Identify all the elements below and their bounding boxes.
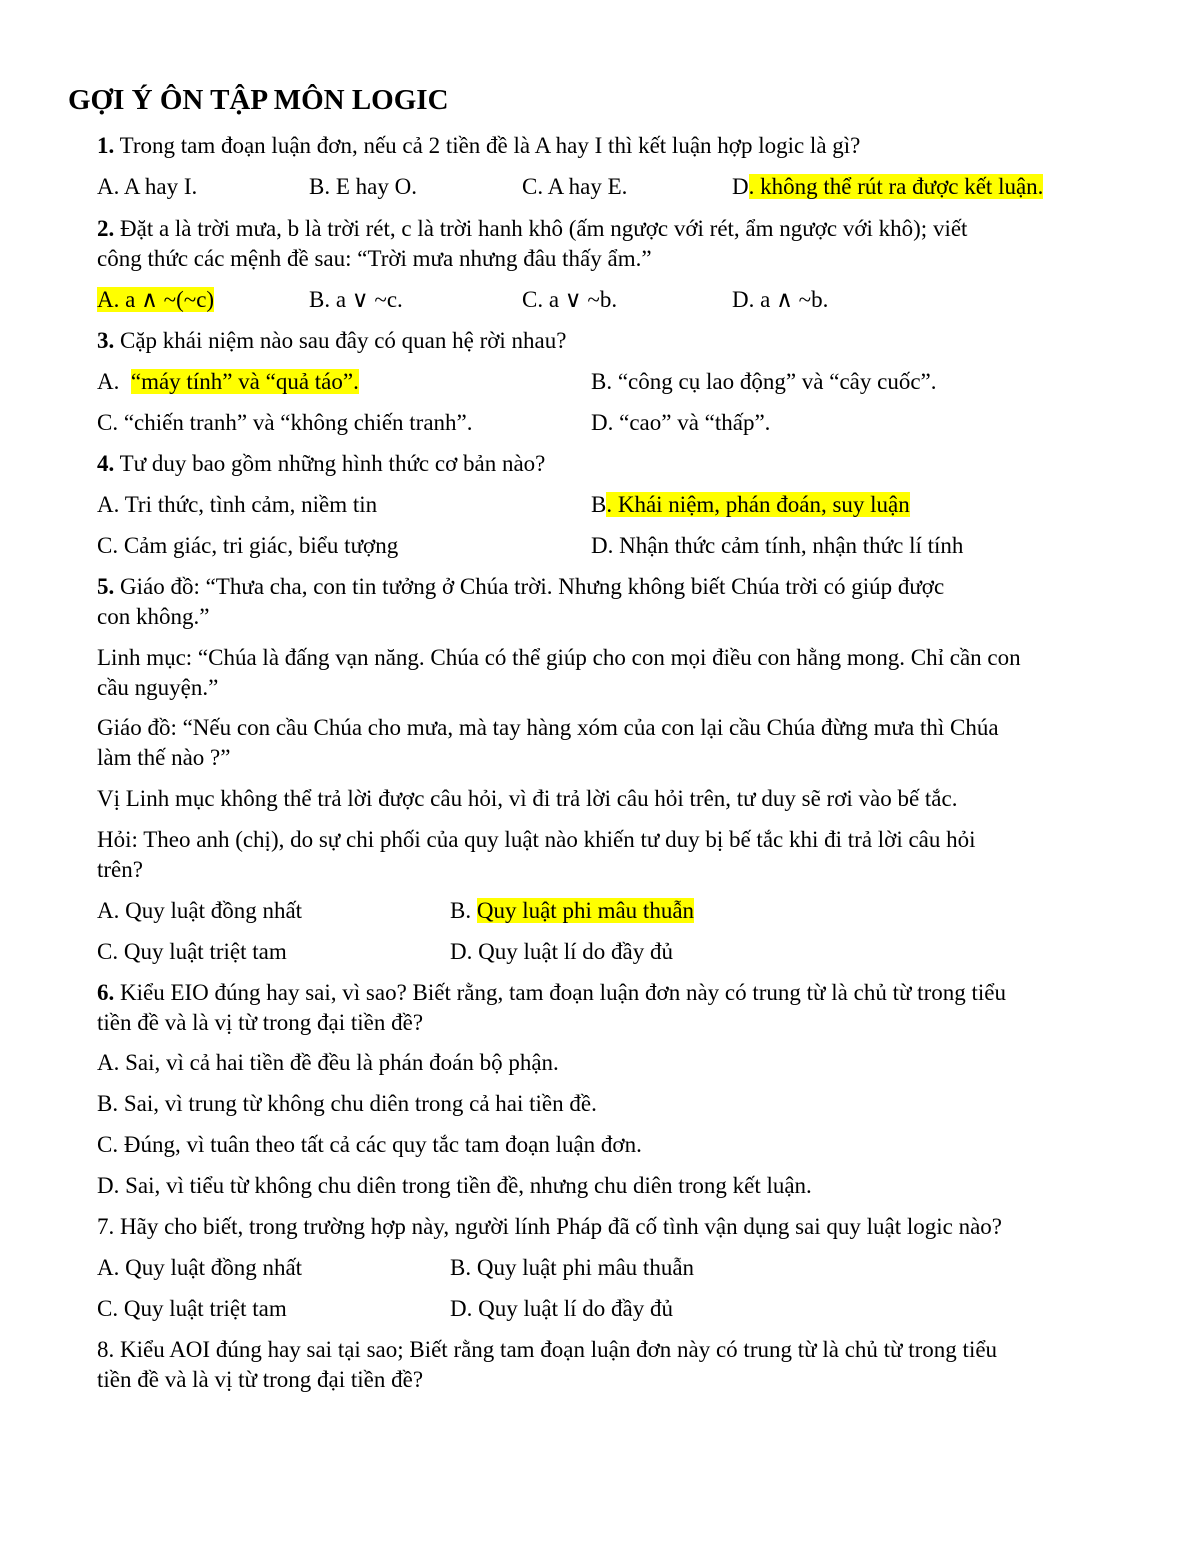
q5-option-b [450,896,694,926]
q6-option-d: D. Sai, vì tiểu từ không chu diên trong tiền đề, nhưng chu diên trong kết luận. [97,1173,812,1198]
q1-option-d-answer: . không thể rút ra được kết luận. [748,174,1044,199]
question-2-line2: công thức các mệnh đề sau: “Trời mưa nhưng đâu thấy ẩm.” [97,246,652,271]
q1-option-c: C. A hay E. [522,174,628,199]
question-4 [97,449,1127,479]
question-4-number: 4. [97,451,115,476]
question-5-text-line1: Giáo đồ: “Thưa cha, con tin tưởng ở Chúa trời. Nhưng không biết Chúa trời có giúp được [114,574,945,599]
q5-option-d: D. Quy luật lí do đầy đủ [450,939,673,964]
q5-ask-line2: trên? [97,857,143,882]
q1-option-d [732,172,1043,202]
question-4-text: Tư duy bao gồm những hình thức cơ bản nào? [114,451,546,476]
question-6-number: 6. [97,980,115,1005]
question-1-text: Trong tam đoạn luận đơn, nếu cả 2 tiền đề là A hay I thì kết luận hợp logic là gì? [114,133,861,158]
q4-option-b-answer: . Khái niệm, phán đoán, suy luận [606,492,910,517]
q2-option-a [97,285,214,315]
q4-option-b [591,490,910,520]
question-5-line2: con không.” [97,604,210,629]
question-6-line2: tiền đề và là vị từ trong đại tiền đề? [97,1010,424,1035]
question-1 [97,131,1127,161]
q4-option-a: A. Tri thức, tình cảm, niềm tin [97,492,378,517]
q5-narration: Vị Linh mục không thể trả lời được câu hỏi, vì đi trả lời câu hỏi trên, tư duy sẽ rơi vào bế tắc. [97,786,958,811]
question-2-number: 2. [97,216,115,241]
q3-option-a-letter: A. [97,369,131,394]
q5-option-c: C. Quy luật triệt tam [97,939,287,964]
page-title: GỢI Ý ÔN TẬP MÔN LOGIC [68,84,449,116]
q5-option-a: A. Quy luật đồng nhất [97,898,303,923]
q1-option-b: B. E hay O. [309,174,417,199]
question-2-text-line1: Đặt a là trời mưa, b là trời rét, c là trời hanh khô (ấm ngược với rét, ẩm ngược với khô); viết [114,216,968,241]
question-7: 7. Hãy cho biết, trong trường hợp này, người lính Pháp đã cố tình vận dụng sai quy luật logic nào? [97,1214,1003,1239]
q3-option-b: B. “công cụ lao động” và “cây cuốc”. [591,369,937,394]
question-3 [97,326,1127,356]
q5-believer-line1: Giáo đồ: “Nếu con cầu Chúa cho mưa, mà tay hàng xóm của con lại cầu Chúa đừng mưa thì Chúa [97,715,999,740]
q7-option-c: C. Quy luật triệt tam [97,1296,287,1321]
q2-option-d: D. a ∧ ~b. [732,287,829,312]
q6-option-b: B. Sai, vì trung từ không chu diên trong cả hai tiền đề. [97,1091,597,1116]
question-8: 8. Kiểu AOI đúng hay sai tại sao; Biết rằng tam đoạn luận đơn này có trung từ là chủ từ trong tiểu [97,1337,998,1362]
q1-option-a: A. A hay I. [97,174,198,199]
question-3-number: 3. [97,328,115,353]
q7-option-d: D. Quy luật lí do đầy đủ [450,1296,673,1321]
q4-option-b-letter: B [591,492,607,517]
q6-option-a: A. Sai, vì cả hai tiền đề đều là phán đoán bộ phận. [97,1050,559,1075]
q3-option-a [97,367,359,397]
q7-option-b: B. Quy luật phi mâu thuẫn [450,1255,695,1280]
question-5 [97,572,1127,602]
q3-option-a-answer: “máy tính” và “quả táo”. [130,369,359,394]
question-2 [97,214,1127,244]
q4-option-d: D. Nhận thức cảm tính, nhận thức lí tính [591,533,964,558]
q2-option-c: C. a ∨ ~b. [522,287,618,312]
q5-believer-line2: làm thế nào ?” [97,745,231,770]
question-1-number: 1. [97,133,115,158]
question-3-text: Cặp khái niệm nào sau đây có quan hệ rời nhau? [114,328,567,353]
q7-option-a: A. Quy luật đồng nhất [97,1255,303,1280]
q1-option-d-letter: D [732,174,749,199]
q6-option-c: C. Đúng, vì tuân theo tất cả các quy tắc tam đoạn luận đơn. [97,1132,642,1157]
q5-priest-line2: cầu nguyện.” [97,675,219,700]
q3-option-d: D. “cao” và “thấp”. [591,410,771,435]
q5-option-b-letter: B. [450,898,477,923]
q2-option-b: B. a ∨ ~c. [309,287,403,312]
q4-option-c: C. Cảm giác, tri giác, biểu tượng [97,533,399,558]
q3-option-c: C. “chiến tranh” và “không chiến tranh”. [97,410,473,435]
q2-option-a-answer: A. a ∧ ~(~c) [97,287,215,312]
q5-option-b-answer: Quy luật phi mâu thuẫn [476,898,695,923]
question-5-number: 5. [97,574,115,599]
question-6-text-line1: Kiểu EIO đúng hay sai, vì sao? Biết rằng, tam đoạn luận đơn này có trung từ là chủ từ trong tiểu [114,980,1006,1005]
question-8-line2: tiền đề và là vị từ trong đại tiền đề? [97,1367,424,1392]
q5-ask-line1: Hỏi: Theo anh (chị), do sự chi phối của quy luật nào khiến tư duy bị bế tắc khi đi trả lời câu hỏi [97,827,976,852]
q5-priest-line1: Linh mục: “Chúa là đấng vạn năng. Chúa có thể giúp cho con mọi điều con hằng mong. Chỉ cần con [97,645,1021,670]
question-6 [97,978,1127,1008]
